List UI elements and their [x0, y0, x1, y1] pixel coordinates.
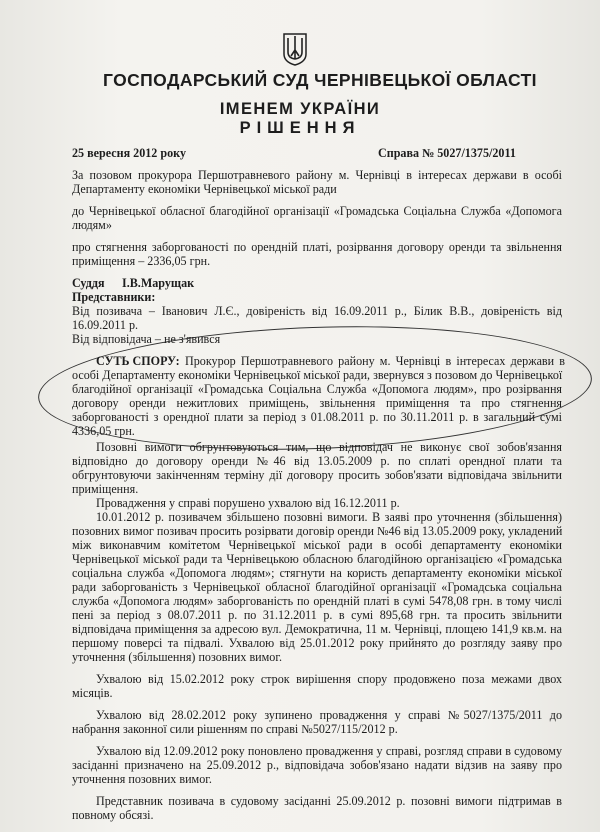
- text-line: Департаменту економіки Чернівецької міської ради: [72, 182, 337, 196]
- text-line: позовних вимог позивач просить розірвати договір оренди №46 від 13.05.2009 року, укладений: [72, 524, 563, 538]
- text-line: приміщення.: [72, 482, 139, 496]
- text-line: ради заборгованість з Чернівецької обласної благодійної організації «Громадська соціальна: [72, 580, 562, 594]
- text-line: Від позивача – Іванович Л.Є., довіреність від 16.09.2011 р., Білик В.В., довіреність від: [72, 304, 562, 318]
- text-line: заборгованості з орендної плати за період з 01.08.2011 р. по 30.11.2011 р. в загальний сумі: [72, 410, 562, 424]
- text-line: відповідача приміщення за адресою вул. Демократична, 11 м. Чернівці, площею 141,9 кв.м. на: [72, 622, 562, 636]
- text-line: засіданні призначено на 25.09.2012 р., відповідача зобов'язано надати відзив на заяву про: [72, 758, 562, 772]
- text-line: соціальна служба «Допомога людям»; стягнути на користь департаменту економіки міської: [72, 566, 562, 580]
- text-line: першому поверсі та підвалі. Ухвалою від 25.01.2012 року прийнято до розгляду заяву про: [72, 636, 562, 650]
- text-line: місяців.: [72, 686, 113, 700]
- text-line: набрання законної сили рішенням по справі №5027/115/2012 р.: [72, 722, 398, 736]
- text-line: між виконавчим комітетом Чернівецької міської ради в особі департаменту економіки: [72, 538, 562, 552]
- text-line: договору оренди нежитлових приміщень, звільнення приміщення та про стягнення: [72, 396, 562, 410]
- text-line: Чернівецької міської ради та Чернівецькою обласною благодійною організацією «Громадська: [72, 552, 562, 566]
- text-line: уточнення позовних вимог.: [72, 772, 212, 786]
- text-line: Від відповідача – не з'явився: [72, 332, 221, 346]
- text-line: обгрунтовуючи закінченням терміну дії договору просить зобов'язати відповідача звільнити: [72, 468, 562, 482]
- title-in-name-of-ukraine: ІМЕНЕМ УКРАЇНИ: [219, 100, 381, 118]
- text-line: Позовні вимоги обгрунтовуються тим, що відповідач не виконує свої зобов'язання: [96, 440, 562, 454]
- representatives-heading: Представники:: [72, 290, 156, 304]
- judge-name: І.В.Марущак: [122, 276, 195, 290]
- judge-label: Суддя: [72, 276, 105, 290]
- text-line: приміщення – 2336,05 грн.: [72, 254, 211, 268]
- text-line: до Чернівецької обласної благодійної організації «Громадська Соціальна Служба «Допомога: [72, 204, 562, 218]
- text-line: людям»: [72, 218, 112, 232]
- title-decision: РІШЕННЯ: [239, 119, 361, 137]
- text-line: Провадження у справі порушено ухвалою від 16.12.2011 р.: [96, 496, 400, 510]
- text-line: 16.09.2011 р.: [72, 318, 139, 332]
- text-line: особі Департаменту економіки Чернівецької міської ради, звернувся з позовом до Чернівецької: [72, 368, 563, 382]
- trident-emblem-icon: [282, 32, 308, 66]
- text-line: служба «Допомога людям» заборгованість по орендній платі в сумі 5478,08 грн. в тому числі: [72, 594, 562, 608]
- court-name: ГОСПОДАРСЬКИЙ СУД ЧЕРНІВЕЦЬКОЇ ОБЛАСТІ: [103, 70, 537, 90]
- text-line: Ухвалою від 28.02.2012 року зупинено провадження у справі №5027/1375/2011 до: [96, 708, 562, 722]
- text-line: відповідно до договору оренди №46 від 13.05.2009 р. по сплаті орендної плати та: [72, 454, 562, 468]
- dispute-label: СУТЬ СПОРУ:: [96, 354, 180, 368]
- text-line: Ухвалою від 15.02.2012 року строк вирішення спору продовжено поза межами двох: [96, 672, 562, 686]
- text-line: За позовом прокурора Першотравневого району м. Чернівці в інтересах держави в особі: [72, 168, 562, 182]
- text-line: про стягнення заборгованості по орендній платі, розірвання договору оренди та звільнення: [72, 240, 562, 254]
- text-line: Ухвалою від 12.09.2012 року поновлено провадження у справі, розгляд справи в судовому: [96, 744, 562, 758]
- text-line: уточнення (збільшення) позовних вимог.: [72, 650, 282, 664]
- text-line: 10.01.2012 р. позивачем збільшено позовні вимоги. В заяві про уточнення (збільшення): [96, 510, 562, 524]
- text-line: благодійної організації «Громадська Соціальна Служба «Допомога людям», про розірвання: [72, 382, 562, 396]
- text-line: Представник позивача в судовому засіданні 25.09.2012 р. позовні вимоги підтримав в: [96, 794, 562, 808]
- text-line: Прокурор Першотравневого району м. Чернівці в інтересах держави в: [185, 354, 565, 368]
- case-number: Справа № 5027/1375/2011: [378, 146, 516, 160]
- decision-date: 25 вересня 2012 року: [72, 146, 186, 160]
- text-line: 4336,05 грн.: [72, 424, 135, 438]
- text-line: пені за період з 08.07.2011 р. по 31.12.2011 р. в сумі 895,68 грн. та просить звільнити: [72, 608, 562, 622]
- text-line: повному обсязі.: [72, 808, 154, 822]
